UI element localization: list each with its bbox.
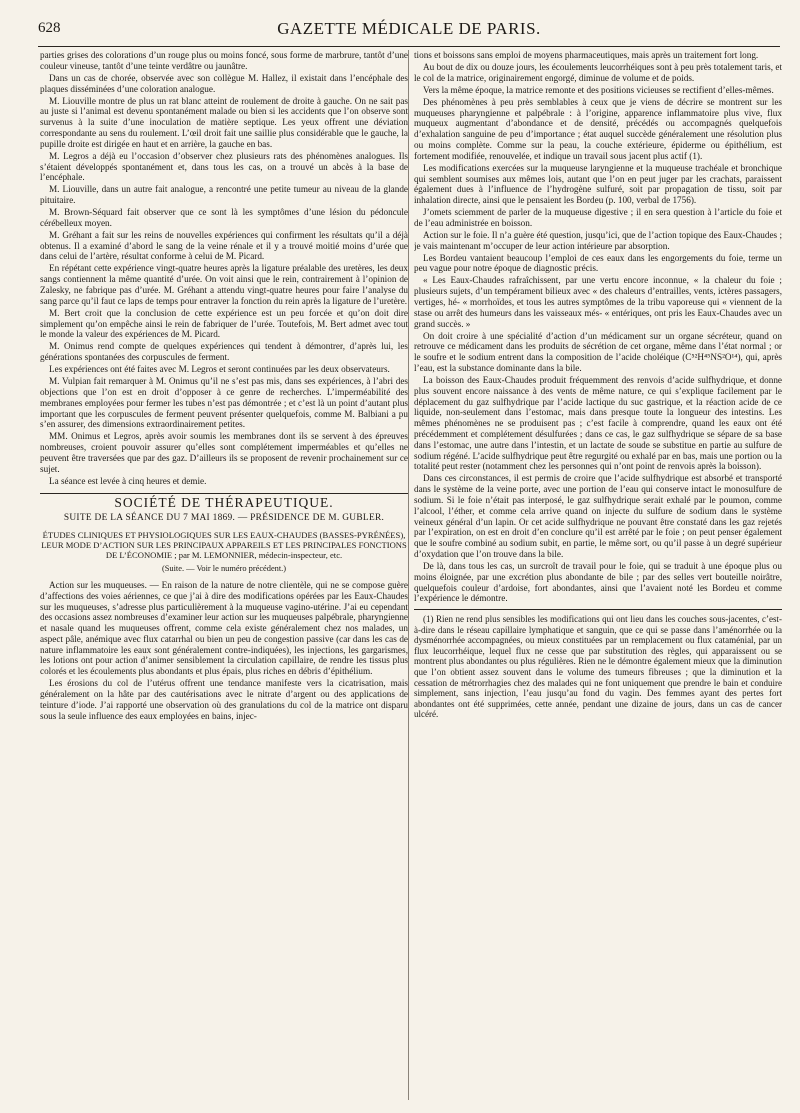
paragraph: M. Onimus rend compte de quelques expériences qui tendent à démontrer, d’après lui, les générations spontanées des corpuscules de ferment. — [40, 341, 408, 363]
paragraph: Au bout de dix ou douze jours, les écoulements leucorrhéiques sont à peu près totalement taris, et le col de la matrice, originairement engorgé, diminue de volume et de poids. — [414, 61, 782, 83]
footnote: (1) Rien ne rend plus sensibles les modifications qui ont lieu dans les couches sous-jacentes, c’est-à-dire dans le réseau capillaire lymphatique et sanguin, que ce qui se passe dans l’aménorrhée ou la dysménorrhée accompagnées, ou mieux constituées par un remplacement ou flux cataménial, par un flux leucorrhéique, lequel flux ne cesse que par substitution des règles, qui apparaissent ou se montrent plus abondantes ou plus régulières. Rien ne le démontre également mieux que la diminution que l’on obtient assez souvent dans le volume des tumeurs fibreuses ; que la diminution et la cessation de métrorrhagies chez des malades qui ne font uniquement que prendre le bain et conduire simplement, sans injection, l’eau jusqu’au fond du vagin. Des femmes ayant des pertes fort abondantes ont été supprimées, cette année, pendant une dizaine de jours, dans un cas de cancer ulcéré. — [414, 614, 782, 720]
paragraph: tions et boissons sans emploi de moyens pharmaceutiques, mais après un traitement fort long. — [414, 50, 759, 60]
section-rule — [40, 493, 408, 494]
left-column — [40, 50, 408, 1102]
column-divider — [408, 50, 409, 1100]
paragraph: M. Legros a déjà eu l’occasion d’observer chez plusieurs rats des phénomènes analogues. Ils s’étaient développés spontanément et, dans tous les cas, on a trouvé un abcès à la base de l’encéphale. — [40, 150, 408, 183]
paragraph: MM. Onimus et Legros, après avoir soumis les membranes dont ils se servent à des épreuves nombreuses, croient pouvoir assurer qu’elles sont complétement imperméables et qu’elles ne peuvent être traversées que par des gaz. D’ailleurs ils se proposent de revenir prochainement sur ce sujet. — [40, 431, 408, 474]
paragraph: Vers la même époque, la matrice remonte et des positions vicieuses se rectifient d’elles-mêmes. — [423, 84, 774, 95]
paragraph: De là, dans tous les cas, un surcroît de travail pour le foie, qui se traduit à une époque plus ou moins éloignée, par une excrétion plus abondante de bile ; par des selles vert bouteille noirâtre, quelquefois couleur d’ardoise, fort abondantes, ainsi que l’avaient noté les Bordeu et comme l’expérience le démontre. — [414, 560, 782, 604]
paragraph: Action sur les muqueuses. — En raison de la nature de notre clientèle, qui ne se compose guère d’affections des voies aériennes, ce que j’ai à dire des modifications opérées par les Eaux-Chaudes sur les muqueuses, s’adresse plus particulièrement à la muqueuse vagino-utérine. J’ai eu cependant des occasions assez nombreuses d’examiner leur action sur les muqueuses palpébrale, pharyngienne et nasale quand les muqueuses offrent, comme cela existe généralement chez nos malades, un aspect pâle, anémique avec flux catarrhal ou bien un peu de congestion passive (car dans les cas de nature inflammatoire les eaux sont généralement contre-indiquées), les injections, les gargarismes, les lotions ont pour action d’animer sensiblement la circulation capillaire, de rendre les tissus plus colorés et les écoulements plus abondants et plus épais, plus riches en débris d’épithélium. — [40, 579, 408, 677]
paragraph: La boisson des Eaux-Chaudes produit fréquemment des renvois d’acide sulfhydrique, et donne plus souvent encore naissance à des vents de même nature, ce qui s’explique facilement par le déplacement du gaz sulfhydrique par l’acide lactique du suc gastrique, et la réaction acide de ce liquide, non-seulement dans l’estomac, mais dans presque toute la longueur des intestins. Les mêmes phénomènes ne se produisent pas ; c’est facile à comprendre, quand les eaux ont été précédemment et complétement désulfurées ; dans ce cas, le gaz sulfhydrique se sépare de sa base dans l’estomac, une autre dans l’intestin, et un lactate de soude se substitue en partie au sulfure de sodium régéné. L’acide sulfhydrique peut être regurgité ou exhalé par en bas, mais une portion ou la totalité peut rester (notamment chez les personnes qui n’ont point de renvois après la boisson). — [414, 374, 782, 472]
paragraph: M. Vulpian fait remarquer à M. Onimus qu’il ne s’est pas mis, dans ses expériences, à l’abri des objections que l’on est en droit d’opposer à ce genre de recherches. L’imperméabilité des membranes employées pour fermer les tubes n’est pas démontrée ; et c’est là un point d’autant plus important que les corpuscules de ferment peuvent présenter quelquefois, comme M. Balbiani a pu s’en assurer, des dimensions extraordinairement petites. — [40, 376, 408, 430]
page-header — [38, 16, 780, 47]
paragraph: Les érosions du col de l’utérus offrent une tendance manifeste vers la cicatrisation, mais généralement on la hâte par des cautérisations avec le nitrate d’argent ou des applications de teinture d’iode. J’ai rapporté une observation où des granulations du col de la matrice ont disparu sous la seule influence des eaux employées en bains, injec- — [40, 678, 408, 721]
journal-title: GAZETTE MÉDICALE DE PARIS. — [277, 19, 541, 38]
quotation: « Les Eaux-Chaudes rafraîchissent, par une vertu encore inconnue, « la chaleur du foie ; plusieurs sujets, d’un tempérament bilieux avec « des chaleurs d’entrailles, vents, ictères passagers, vertiges, hé- « morrhoïdes, et tous les autres symptômes de la tribu vaporeuse qui « viennent de la stase ou arrêt des humeurs dans les vaisseaux més- « entériques, ont pris les Eaux-Chaudes avec un grand succès. » — [414, 275, 782, 329]
paragraph: Les Bordeu vantaient beaucoup l’emploi de ces eaux dans les engorgements du foie, terme un peu vague pour notre époque de diagnostic précis. — [414, 252, 782, 274]
right-column — [414, 50, 782, 1102]
paragraph: On doit croire à une spécialité d’action d’un médicament sur un organe sécréteur, quand on retrouve ce médicament dans les produits de sécrétion de cet organe, même dans l’état normal ; or le soufre et le sodium entrent dans la composition de l’acide choléique (C⁵²H⁴⁵NS²O¹⁴), qui, après l’eau, est la substance dominante dans la bile. — [414, 330, 782, 373]
continuation-note: (Suite. — Voir le numéro précédent.) — [161, 564, 287, 574]
paragraph: Les modifications exercées sur la muqueuse laryngienne et la muqueuse trachéale et bronchique qui semblent soumises aux mêmes lois, autant que l’on en peut juger par les crachats, paraissent également dues à l’influence de l’hydrogène sulfuré, soit par propagation de tissu, soit par inhalation directe, ainsi que le pensaient les Bordeu (p. 100, verbal de 1756). — [414, 162, 782, 206]
paragraph: La séance est levée à cinq heures et demie. — [49, 475, 207, 486]
paragraph: En répétant cette expérience vingt-quatre heures après la ligature préalable des uretères, les deux sangs contiennent la même quantité d’urée. On voit ainsi que le rein, contrairement à l’opinion de Zalesky, ne fabrique pas d’urée. M. Gréhant a attendu vingt-quatre heures pour faire l’analyse du sang parce qu’il faut ce laps de temps pour entraver la fonction du rein après la ligature de l’uretère. — [40, 263, 408, 306]
section-title: SOCIÉTÉ DE THÉRAPEUTIQUE. — [114, 494, 334, 510]
paragraph: Action sur le foie. Il n’a guère été question, jusqu’ici, que de l’action topique des Eaux-Chaudes ; je vais maintenant m’occuper de leur action intérieure par absorption. — [414, 229, 782, 251]
paragraph: Dans un cas de chorée, observée avec son collègue M. Hallez, il existait dans l’encéphale des plaques disséminées d’une coloration analogue. — [40, 72, 408, 94]
paragraph: parties grises des colorations d’un rouge plus ou moins foncé, sous forme de marbrure, tantôt d’une couleur vineuse, tantôt d’une teinte verdâtre ou jaunâtre. — [40, 50, 408, 71]
page-number: 628 — [38, 20, 61, 36]
paragraph: M. Gréhant a fait sur les reins de nouvelles expériences qui confirment les résultats qu’il a déjà obtenus. Il a examiné d’abord le sang de la veine rénale et il y a trouvé moitié moins d’urée que dans celui de l’artère, résultat conforme à celui de M. Picard. — [40, 229, 408, 262]
footnote-rule — [414, 609, 782, 610]
paragraph: Dans ces circonstances, il est permis de croire que l’acide sulfhydrique est absorbé et transporté dans le système de la veine porte, avec une portion de l’eau qui conserve intact le monosulfure de sodium. Si le foie n’était pas interposé, le gaz sulfhydrique serait exhalé par le poumon, comme l’alcool, l’éther, et comme cela arrive quand on injecte du sulfure de sodium dans le système veineux général d’un lapin. Or cet acide sulfhydrique ne pouvant être constaté dans les gaz rejetés par l’expiration, on est en droit d’en conclure qu’il est arrêté par le foie ; on peut penser également que le soufre combiné au sodium subit, en partie, le même sort, ou qu’il passe à un degré supérieur d’oxydation que l’on trouve dans la bile. — [414, 473, 782, 559]
paragraph: Les expériences ont été faites avec M. Legros et seront continuées par les deux observateurs. — [49, 364, 390, 375]
paragraph: M. Brown-Séquard fait observer que ce sont là les symptômes d’une lésion du pédoncule cérébelleux moyen. — [40, 207, 408, 228]
paragraph: M. Bert croit que la conclusion de cette expérience est un peu forcée et qu’on doit dire simplement qu’on empêche ainsi le rein de fabriquer de l’urée. Toutefois, M. Bert admet avec tout le monde la valeur des expériences de M. Picard. — [40, 307, 408, 340]
paragraph: J’omets sciemment de parler de la muqueuse digestive ; il en sera question à l’article du foie et de l’eau administrée en boisson. — [414, 207, 782, 228]
paragraph: Des phénomènes à peu près semblables à ceux que je viens de décrire se montrent sur les muqueuses pharyngienne et palpébrale : à l’origine, apparence inflammatoire plus vive, flux muqueux augmentant d’abondance et de densité, précédés ou accompagnés quelquefois d’exhalation sanguine de peu d’importance ; état auquel succède généralement une résolution plus ou moins complète. Comme sur la peau, la couche extérieure, épiderme ou épithélium, est fortement modifiée, renouvelée, et indique un travail sous jacent plus actif (1). — [414, 96, 782, 161]
session-line: SUITE DE LA SÉANCE DU 7 MAI 1869. — PRÉSIDENCE DE M. GUBLER. — [63, 513, 385, 524]
paragraph: M. Liouville montre de plus un rat blanc atteint de roulement de droite à gauche. On ne sait pas au juste si l’animal est devenu spontanément malade ou bien si les accidents que l’on observe sont survenus à la suite d’une inoculation de matière septique. Les yeux offrent une déviation correspondante au sens du roulement. L’œil droit fait une saillie plus considérable que le gauche, la pupille droite est dirigée en haut et en arrière, la gauche en bas. — [40, 95, 408, 149]
paragraph: M. Liouville, dans un autre fait analogue, a rencontré une petite tumeur au niveau de la glande pituitaire. — [40, 184, 408, 206]
article-title: ÉTUDES CLINIQUES ET PHYSIOLOGIQUES SUR LES EAUX-CHAUDES (BASSES-PYRÉNÉES), LEUR MODE D’ACTION SUR LES PRINCIPAUX APPAREILS ET LES PRINCIPALES FONCTIONS DE L’ÉCONOMIE ; par M. LEMONNIER, médecin-inspecteur, etc. — [41, 530, 407, 561]
